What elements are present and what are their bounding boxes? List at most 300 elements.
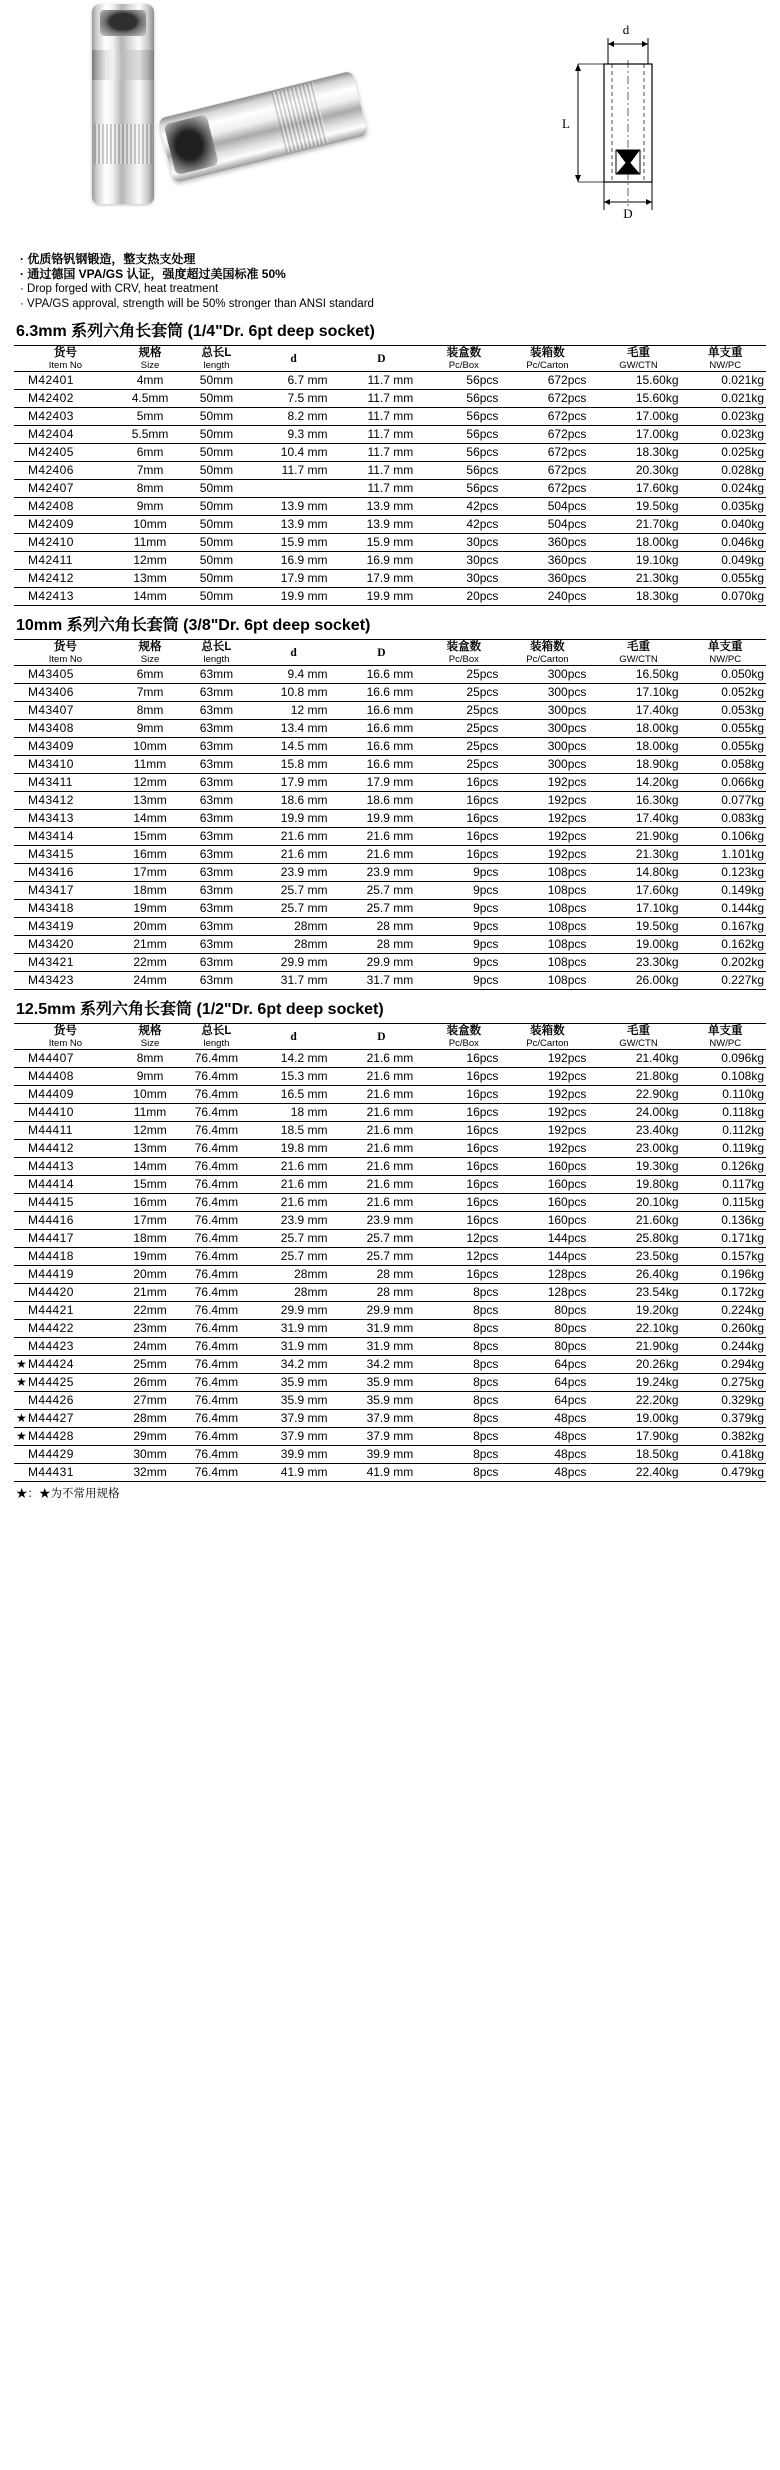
cell-item [14,702,117,720]
cell-D: 11.7 mm [337,426,425,444]
cell-gw: 21.80kg [592,1068,684,1086]
cell-D: 25.7 mm [337,1248,425,1266]
cell-d: 31.7 mm [250,972,338,990]
cell-d: 9.3 mm [250,426,338,444]
cell-nw: 0.126kg [685,1158,766,1176]
cell-gw: 19.30kg [592,1158,684,1176]
cell-item [14,372,117,390]
cell-D: 28 mm [337,918,425,936]
cell-length: 76.4mm [183,1464,249,1482]
cell-carton: 504pcs [502,498,592,516]
item-no: M44420 [28,1285,74,1299]
cell-box: 9pcs [425,882,502,900]
cell-box: 8pcs [425,1464,502,1482]
cell-carton: 192pcs [502,774,592,792]
cell-box: 25pcs [425,702,502,720]
cell-gw: 19.10kg [592,552,684,570]
cell-nw: 0.260kg [685,1320,766,1338]
item-no: M42407 [28,481,74,495]
cell-carton: 144pcs [502,1230,592,1248]
cell-nw: 0.025kg [685,444,766,462]
cell-gw: 21.40kg [592,1050,684,1068]
cell-length: 50mm [183,498,249,516]
cell-d: 11.7 mm [250,462,338,480]
cell-item [14,1428,117,1446]
cell-gw: 21.90kg [592,1338,684,1356]
star-marker: ★ [16,1375,28,1389]
item-no: M43420 [28,937,74,951]
cell-size: 12mm [117,774,183,792]
cell-d: 21.6 mm [250,1176,338,1194]
deep-socket-photo-angled [158,71,368,183]
item-no: M42411 [28,553,73,567]
cell-gw: 17.10kg [592,900,684,918]
cell-gw: 17.40kg [592,702,684,720]
cell-gw: 19.20kg [592,1302,684,1320]
item-no: M43417 [28,883,74,897]
cell-carton: 144pcs [502,1248,592,1266]
cell-box: 16pcs [425,1104,502,1122]
cell-carton: 160pcs [502,1176,592,1194]
cell-length: 63mm [183,900,249,918]
cell-carton: 160pcs [502,1158,592,1176]
cell-nw: 0.053kg [685,702,766,720]
cell-carton: 48pcs [502,1446,592,1464]
table-row [14,462,766,480]
cell-size: 5mm [117,408,183,426]
cell-length: 76.4mm [183,1320,249,1338]
cell-d: 39.9 mm [250,1446,338,1464]
socket-knurl [94,124,152,164]
cell-box: 9pcs [425,936,502,954]
cell-box: 8pcs [425,1356,502,1374]
cell-d: 25.7 mm [250,1248,338,1266]
cell-carton: 192pcs [502,1122,592,1140]
cell-D: 37.9 mm [337,1410,425,1428]
cell-nw: 0.167kg [685,918,766,936]
cell-item [14,900,117,918]
cell-length: 50mm [183,534,249,552]
cell-carton: 64pcs [502,1392,592,1410]
cell-gw: 24.00kg [592,1104,684,1122]
col-D: D [337,346,425,372]
item-no: M43405 [28,667,74,681]
cell-nw: 0.382kg [685,1428,766,1446]
cell-d: 25.7 mm [250,882,338,900]
cell-D: 16.6 mm [337,756,425,774]
cell-nw: 0.083kg [685,810,766,828]
cell-d: 28mm [250,1266,338,1284]
spec-table [14,640,766,990]
cell-nw: 0.123kg [685,864,766,882]
cell-d [250,480,338,498]
cell-D: 25.7 mm [337,882,425,900]
cell-length: 76.4mm [183,1302,249,1320]
table-row [14,846,766,864]
cell-carton: 360pcs [502,552,592,570]
spec-table [14,346,766,606]
cell-carton: 80pcs [502,1320,592,1338]
cell-length: 50mm [183,516,249,534]
cell-carton: 80pcs [502,1302,592,1320]
cell-gw: 22.20kg [592,1392,684,1410]
cell-D: 16.6 mm [337,720,425,738]
col-size: 规格 Size [117,640,183,666]
bullet-4: · VPA/GS approval, strength will be 50% stronger than ANSI standard [20,298,374,310]
cell-carton: 240pcs [502,588,592,606]
cell-carton: 300pcs [502,756,592,774]
table-row [14,756,766,774]
cell-length: 76.4mm [183,1176,249,1194]
technical-drawing [520,20,760,220]
table-row [14,810,766,828]
col-box: 装盒数 Pc/Box [425,1024,502,1050]
cell-d: 8.2 mm [250,408,338,426]
cell-box: 16pcs [425,1140,502,1158]
cell-gw: 20.26kg [592,1356,684,1374]
cell-nw: 0.028kg [685,462,766,480]
cell-carton: 672pcs [502,462,592,480]
cell-gw: 18.50kg [592,1446,684,1464]
cell-carton: 300pcs [502,738,592,756]
bullet-2: · 通过德国 VPA/GS 认证，强度超过美国标准 50% [20,267,286,281]
cell-item [14,1410,117,1428]
cell-carton: 108pcs [502,972,592,990]
cell-size: 7mm [117,462,183,480]
cell-box: 16pcs [425,1086,502,1104]
item-no: M44419 [28,1267,74,1281]
item-no: M43407 [28,703,74,717]
table-row [14,588,766,606]
cell-d: 10.8 mm [250,684,338,702]
item-no: M43416 [28,865,74,879]
dim-D-bottom-label: D [623,206,633,220]
item-no: M44426 [28,1393,74,1407]
cell-nw: 0.021kg [685,390,766,408]
cell-item [14,516,117,534]
cell-box: 16pcs [425,1068,502,1086]
item-no: M44424 [28,1357,74,1371]
cell-D: 16.6 mm [337,702,425,720]
cell-item [14,792,117,810]
cell-gw: 17.60kg [592,480,684,498]
cell-d: 16.5 mm [250,1086,338,1104]
cell-box: 8pcs [425,1284,502,1302]
cell-nw: 0.227kg [685,972,766,990]
cell-item [14,426,117,444]
cell-length: 50mm [183,372,249,390]
cell-D: 21.6 mm [337,828,425,846]
cell-item [14,1212,117,1230]
cell-d: 21.6 mm [250,828,338,846]
cell-gw: 21.60kg [592,1212,684,1230]
cell-carton: 128pcs [502,1266,592,1284]
col-nw: 单支重 NW/PC [685,640,766,666]
cell-gw: 23.54kg [592,1284,684,1302]
cell-box: 9pcs [425,972,502,990]
cell-nw: 0.040kg [685,516,766,534]
cell-nw: 0.066kg [685,774,766,792]
cell-D: 31.9 mm [337,1338,425,1356]
cell-box: 8pcs [425,1302,502,1320]
item-no: M43415 [28,847,74,861]
cell-gw: 19.00kg [592,936,684,954]
cell-size: 4mm [117,372,183,390]
cell-item [14,480,117,498]
cell-size: 24mm [117,1338,183,1356]
cell-D: 21.6 mm [337,846,425,864]
spec-section [14,318,766,606]
cell-size: 8mm [117,702,183,720]
col-D: D [337,640,425,666]
cell-item [14,972,117,990]
cell-box: 30pcs [425,570,502,588]
table-row [14,1338,766,1356]
cell-nw: 0.106kg [685,828,766,846]
item-no: M42406 [28,463,74,477]
cell-length: 50mm [183,480,249,498]
col-nw: 单支重 NW/PC [685,1024,766,1050]
cell-item [14,1104,117,1122]
cell-D: 39.9 mm [337,1446,425,1464]
footnote: ★：★为不常用规格 [16,1488,120,1500]
cell-nw: 0.077kg [685,792,766,810]
cell-length: 63mm [183,666,249,684]
item-no: M44409 [28,1087,74,1101]
cell-box: 25pcs [425,756,502,774]
cell-nw: 0.055kg [685,738,766,756]
cell-d: 21.6 mm [250,1158,338,1176]
cell-length: 63mm [183,936,249,954]
cell-item [14,444,117,462]
cell-D: 17.9 mm [337,774,425,792]
table-row [14,972,766,990]
cell-size: 11mm [117,534,183,552]
table-row [14,1212,766,1230]
cell-item [14,1302,117,1320]
cell-length: 63mm [183,828,249,846]
cell-size: 15mm [117,828,183,846]
col-size: 规格 Size [117,346,183,372]
cell-length: 63mm [183,738,249,756]
cell-size: 4.5mm [117,390,183,408]
cell-box: 25pcs [425,720,502,738]
cell-gw: 21.30kg [592,846,684,864]
cell-size: 6mm [117,444,183,462]
col-d: d [250,1024,338,1050]
spec-sections [14,318,766,1482]
cell-D: 21.6 mm [337,1158,425,1176]
table-row [14,1446,766,1464]
table-row [14,1068,766,1086]
cell-gw: 18.00kg [592,738,684,756]
cell-D: 25.7 mm [337,900,425,918]
socket-hex-opening [100,10,146,36]
cell-length: 76.4mm [183,1356,249,1374]
table-row [14,828,766,846]
cell-size: 14mm [117,588,183,606]
cell-size: 5.5mm [117,426,183,444]
cell-item [14,756,117,774]
cell-length: 76.4mm [183,1086,249,1104]
cell-d: 13.4 mm [250,720,338,738]
section-title: 10mm 系列六角长套筒 (3/8"Dr. 6pt deep socket) [16,617,371,634]
item-no: M44425 [28,1375,74,1389]
table-row [14,738,766,756]
cell-D: 37.9 mm [337,1428,425,1446]
cell-length: 63mm [183,864,249,882]
cell-carton: 108pcs [502,936,592,954]
item-no: M43410 [28,757,74,771]
cell-box: 25pcs [425,666,502,684]
cell-d: 14.5 mm [250,738,338,756]
item-no: M44417 [28,1231,74,1245]
cell-gw: 15.60kg [592,372,684,390]
cell-nw: 0.050kg [685,666,766,684]
cell-size: 17mm [117,1212,183,1230]
cell-length: 63mm [183,882,249,900]
cell-box: 16pcs [425,1158,502,1176]
cell-item [14,918,117,936]
cell-box: 12pcs [425,1230,502,1248]
deep-socket-photo-vertical [92,4,154,204]
cell-nw: 0.244kg [685,1338,766,1356]
item-no: M42401 [28,373,74,387]
cell-carton: 360pcs [502,570,592,588]
cell-gw: 17.40kg [592,810,684,828]
cell-carton: 48pcs [502,1464,592,1482]
table-row [14,1374,766,1392]
table-row [14,792,766,810]
cell-carton: 160pcs [502,1194,592,1212]
table-row [14,1122,766,1140]
cell-gw: 18.90kg [592,756,684,774]
cell-D: 18.6 mm [337,792,425,810]
col-length: 总长L length [183,346,249,372]
cell-gw: 19.80kg [592,1176,684,1194]
cell-size: 12mm [117,552,183,570]
cell-length: 76.4mm [183,1122,249,1140]
cell-carton: 192pcs [502,792,592,810]
cell-carton: 300pcs [502,666,592,684]
cell-nw: 0.119kg [685,1140,766,1158]
cell-length: 76.4mm [183,1338,249,1356]
cell-box: 56pcs [425,462,502,480]
item-no: M44414 [28,1177,74,1191]
cell-gw: 21.30kg [592,570,684,588]
cell-item [14,666,117,684]
cell-carton: 192pcs [502,846,592,864]
cell-nw: 1.101kg [685,846,766,864]
cell-box: 56pcs [425,480,502,498]
cell-length: 63mm [183,756,249,774]
cell-gw: 19.00kg [592,1410,684,1428]
cell-size: 9mm [117,720,183,738]
socket-hex-opening-2 [164,114,219,175]
star-marker: ★ [16,1429,28,1443]
item-no: M44410 [28,1105,74,1119]
cell-carton: 48pcs [502,1410,592,1428]
table-row [14,1248,766,1266]
cell-d: 29.9 mm [250,1302,338,1320]
cell-nw: 0.046kg [685,534,766,552]
cell-gw: 17.00kg [592,426,684,444]
cell-nw: 0.115kg [685,1194,766,1212]
cell-carton: 64pcs [502,1356,592,1374]
cell-nw: 0.110kg [685,1086,766,1104]
cell-length: 50mm [183,390,249,408]
item-no: M43409 [28,739,74,753]
cell-gw: 18.30kg [592,588,684,606]
item-no: M42409 [28,517,74,531]
cell-size: 32mm [117,1464,183,1482]
cell-item [14,1284,117,1302]
cell-d: 15.8 mm [250,756,338,774]
cell-carton: 672pcs [502,426,592,444]
cell-nw: 0.052kg [685,684,766,702]
cell-nw: 0.144kg [685,900,766,918]
col-box: 装盒数 Pc/Box [425,346,502,372]
cell-size: 25mm [117,1356,183,1374]
table-row [14,552,766,570]
cell-gw: 18.00kg [592,534,684,552]
cell-box: 16pcs [425,810,502,828]
cell-D: 19.9 mm [337,588,425,606]
cell-d: 16.9 mm [250,552,338,570]
col-carton: 装箱数 Pc/Carton [502,640,592,666]
cell-d: 25.7 mm [250,1230,338,1248]
item-no: M43419 [28,919,74,933]
cell-item [14,1230,117,1248]
cell-d: 21.6 mm [250,846,338,864]
cell-carton: 128pcs [502,1284,592,1302]
cell-carton: 108pcs [502,954,592,972]
cell-box: 16pcs [425,1212,502,1230]
cell-gw: 22.90kg [592,1086,684,1104]
cell-size: 18mm [117,882,183,900]
cell-d: 19.8 mm [250,1140,338,1158]
cell-carton: 192pcs [502,1050,592,1068]
col-item: 货号 Item No [14,640,117,666]
cell-size: 10mm [117,1086,183,1104]
cell-D: 16.6 mm [337,666,425,684]
cell-size: 30mm [117,1446,183,1464]
cell-nw: 0.294kg [685,1356,766,1374]
table-row [14,1230,766,1248]
cell-carton: 672pcs [502,444,592,462]
cell-size: 11mm [117,1104,183,1122]
cell-gw: 19.50kg [592,498,684,516]
cell-box: 16pcs [425,1194,502,1212]
cell-carton: 504pcs [502,516,592,534]
cell-size: 26mm [117,1374,183,1392]
cell-size: 18mm [117,1230,183,1248]
item-no: M42402 [28,391,74,405]
cell-nw: 0.096kg [685,1050,766,1068]
cell-item [14,684,117,702]
item-no: M44415 [28,1195,74,1209]
cell-length: 76.4mm [183,1230,249,1248]
cell-box: 9pcs [425,864,502,882]
cell-box: 56pcs [425,372,502,390]
cell-nw: 0.136kg [685,1212,766,1230]
cell-D: 11.7 mm [337,444,425,462]
cell-D: 13.9 mm [337,516,425,534]
cell-carton: 192pcs [502,1104,592,1122]
cell-D: 21.6 mm [337,1086,425,1104]
table-row [14,1266,766,1284]
cell-box: 8pcs [425,1320,502,1338]
